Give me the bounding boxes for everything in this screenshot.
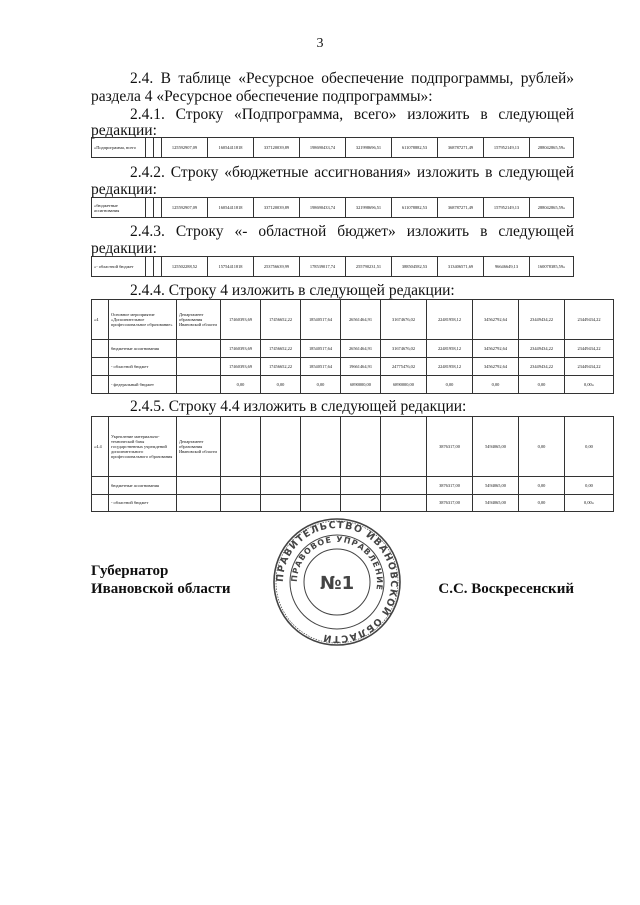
row-executor: [177, 376, 221, 394]
value-cell: 17456652,22: [261, 340, 301, 358]
value-cell: 31674676,02: [381, 300, 427, 340]
row-number: [92, 494, 109, 511]
value-cell: [341, 494, 381, 511]
intro-line-2: раздела 4 «Ресурсное обеспечение подпрограммы»:: [91, 88, 433, 105]
row-number: [92, 477, 109, 494]
s243-line-1: 2.4.3. Строку «- областной бюджет» изложить в следующей: [130, 223, 574, 240]
row-name: - федеральный бюджет: [109, 376, 177, 394]
value-cell: 6890000,00: [341, 376, 381, 394]
value-cell: [261, 494, 301, 511]
value-cell: [301, 477, 341, 494]
value-cell: 16054411818: [208, 198, 254, 218]
value-cell: 18540517,64: [301, 358, 341, 376]
value-cell: [381, 417, 427, 477]
value-cell: 22481958,12: [427, 358, 473, 376]
value-cell: 18540517,64: [301, 340, 341, 358]
value-cell: 0,00: [473, 376, 519, 394]
value-cell: [381, 477, 427, 494]
table-row: [92, 376, 614, 394]
value-cell: 337120039,89: [254, 198, 300, 218]
value-cell: 31674676,02: [381, 340, 427, 358]
value-cell: 0,00»: [565, 494, 614, 511]
value-cell: 5494065,00: [473, 477, 519, 494]
s244-heading: 2.4.4. Строку 4 изложить в следующей редакции:: [130, 282, 455, 299]
value-cell: 253756639,99: [254, 257, 300, 277]
value-cell: 321998696,51: [346, 138, 392, 158]
s243-table: [91, 256, 574, 277]
value-cell: [301, 494, 341, 511]
value-cell: 125502288,52: [162, 257, 208, 277]
value-cell: 160078385,59»: [530, 257, 574, 277]
value-cell: 0,00»: [565, 376, 614, 394]
signer-title-line-2: Ивановской области: [91, 581, 231, 597]
table-row: [92, 138, 574, 158]
value-cell: 0,00: [427, 376, 473, 394]
value-cell: 388504582,53: [392, 257, 438, 277]
value-cell: 5494065,00: [473, 417, 519, 477]
value-cell: 17460393,69: [221, 340, 261, 358]
row-number: [92, 340, 109, 358]
value-cell: 198690433,74: [300, 198, 346, 218]
s242-table: [91, 197, 574, 218]
value-cell: 23449434,22: [565, 300, 614, 340]
value-cell: 17460393,69: [221, 300, 261, 340]
row-executor: [177, 340, 221, 358]
value-cell: 198690433,74: [300, 138, 346, 158]
value-cell: 0,00: [519, 417, 565, 477]
value-cell: 22481958,12: [427, 300, 473, 340]
s241-line-2: редакции:: [91, 122, 157, 139]
value-cell: 26561464,91: [341, 300, 381, 340]
value-cell: 0,00: [261, 376, 301, 394]
value-cell: 17456652,22: [261, 358, 301, 376]
seal-inner-text: ПРАВОВОЕ УПРАВЛЕНИЕ: [289, 534, 385, 592]
value-cell: 337120039,89: [254, 138, 300, 158]
value-cell: 23449434,22: [565, 340, 614, 358]
value-cell: 288042865,59»: [530, 198, 574, 218]
value-cell: 23449434,22: [519, 340, 565, 358]
value-cell: 157952149,13: [484, 198, 530, 218]
signer-title-line-1: Губернатор: [91, 563, 169, 579]
row-name: - областной бюджет: [109, 358, 177, 376]
intro-line-1: 2.4. В таблице «Ресурсное обеспечение подпрограммы, рублей»: [130, 70, 574, 87]
value-cell: 3876317,00: [427, 417, 473, 477]
value-cell: 6890000,00: [381, 376, 427, 394]
value-cell: 17460393,69: [221, 358, 261, 376]
s244-table: [91, 299, 614, 394]
value-cell: 23449434,22: [519, 358, 565, 376]
row-name: бюджетные ассигнования: [109, 477, 177, 494]
value-cell: [221, 494, 261, 511]
table-row: [92, 198, 574, 218]
seal-outer-text: ПРАВИТЕЛЬСТВО ИВАНОВСКОЙ ОБЛАСТИ: [274, 519, 400, 645]
s245-heading: 2.4.5. Строку 4.4 изложить в следующей редакции:: [130, 398, 467, 415]
value-cell: [381, 494, 427, 511]
row-name: бюджетные ассигнования: [109, 340, 177, 358]
value-cell: [341, 417, 381, 477]
value-cell: 157952149,13: [484, 138, 530, 158]
s242-line-1: 2.4.2. Строку «бюджетные ассигнования» изложить в следующей: [130, 164, 574, 181]
value-cell: 0,00: [565, 417, 614, 477]
value-cell: 321998696,51: [346, 198, 392, 218]
s243-line-2: редакции:: [91, 240, 157, 257]
value-cell: [261, 417, 301, 477]
value-cell: 34562792,64: [473, 340, 519, 358]
value-cell: 34562792,64: [473, 358, 519, 376]
value-cell: 313406571,69: [438, 257, 484, 277]
value-cell: 34562792,64: [473, 300, 519, 340]
value-cell: 0,00: [519, 376, 565, 394]
value-cell: 288042865,59»: [530, 138, 574, 158]
value-cell: [341, 477, 381, 494]
s241-line-1: 2.4.1. Строку «Подпрограмма, всего» изложить в следующей: [130, 106, 574, 123]
value-cell: 3876317,00: [427, 477, 473, 494]
value-cell: 96646649,13: [484, 257, 530, 277]
table-row: [92, 257, 574, 277]
table-row: [92, 494, 614, 511]
official-seal: [272, 517, 402, 647]
row-number: [92, 376, 109, 394]
value-cell: 178539017,74: [300, 257, 346, 277]
value-cell: 0,00: [565, 477, 614, 494]
table-row: [92, 358, 614, 376]
row-name: - областной бюджет: [109, 494, 177, 511]
row-label: «бюджетные ассигнования: [92, 198, 146, 218]
value-cell: 255790231,51: [346, 257, 392, 277]
s242-line-2: редакции:: [91, 181, 157, 198]
s245-table: [91, 416, 614, 512]
value-cell: 16054411818: [208, 138, 254, 158]
row-number: «4.4: [92, 417, 109, 477]
value-cell: 611078882,53: [392, 138, 438, 158]
value-cell: 3876317,00: [427, 494, 473, 511]
value-cell: 26561464,91: [341, 340, 381, 358]
row-executor: Департамент образования Ивановской области: [177, 300, 221, 340]
value-cell: 17456652,22: [261, 300, 301, 340]
value-cell: [221, 417, 261, 477]
value-cell: 125592907,09: [162, 138, 208, 158]
value-cell: [301, 417, 341, 477]
page-number: 3: [316, 36, 324, 51]
table-row: [92, 300, 614, 340]
table-row: [92, 340, 614, 358]
value-cell: 5494065,00: [473, 494, 519, 511]
value-cell: 23449434,22: [519, 300, 565, 340]
value-cell: 18540517,64: [301, 300, 341, 340]
value-cell: 368787271,49: [438, 198, 484, 218]
value-cell: 24775476,02: [381, 358, 427, 376]
signer-name: С.С. Воскресенский: [438, 581, 574, 597]
value-cell: 19661464,91: [341, 358, 381, 376]
table-row: [92, 417, 614, 477]
value-cell: 15754411818: [208, 257, 254, 277]
row-number: [92, 358, 109, 376]
row-executor: [177, 358, 221, 376]
row-executor: Департамент образования Ивановской области: [177, 417, 221, 477]
row-number: «4: [92, 300, 109, 340]
value-cell: 0,00: [519, 477, 565, 494]
value-cell: 368787271,49: [438, 138, 484, 158]
row-label: «Подпрограмма, всего: [92, 138, 146, 158]
row-label: «- областной бюджет: [92, 257, 146, 277]
table-row: [92, 477, 614, 494]
value-cell: 23449434,22: [565, 358, 614, 376]
value-cell: 0,00: [301, 376, 341, 394]
row-name: Основное мероприятие «Дополнительное профессиональное образование»: [109, 300, 177, 340]
row-executor: [177, 494, 221, 511]
value-cell: [221, 477, 261, 494]
value-cell: 611078882,53: [392, 198, 438, 218]
value-cell: 125592907,09: [162, 198, 208, 218]
value-cell: [261, 477, 301, 494]
seal-number: №1: [319, 573, 355, 594]
value-cell: 22481958,12: [427, 340, 473, 358]
row-name: Укрепление материально-технической базы государственных учреждений дополнительного профессионального образования: [109, 417, 177, 477]
s241-table: [91, 137, 574, 158]
value-cell: 0,00: [519, 494, 565, 511]
row-executor: [177, 477, 221, 494]
value-cell: 0,00: [221, 376, 261, 394]
